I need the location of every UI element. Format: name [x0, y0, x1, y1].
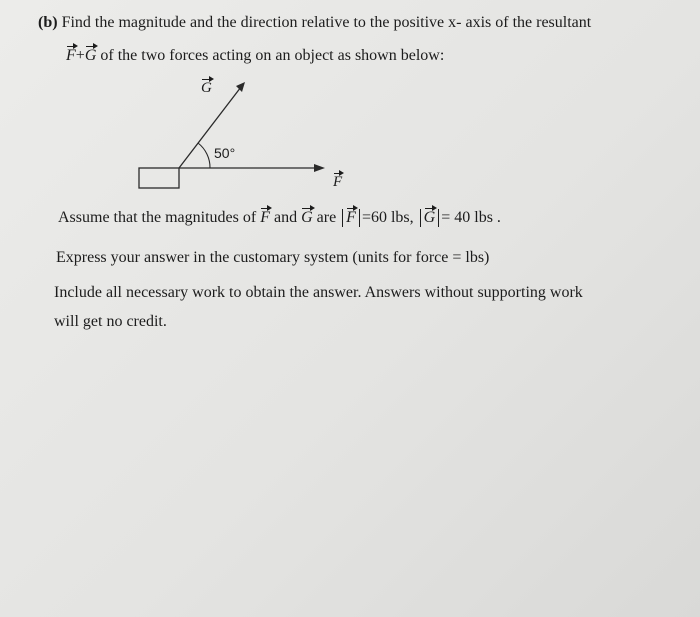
- f-magnitude-value: =60 lbs,: [361, 209, 414, 226]
- g-label-text: G: [201, 80, 212, 96]
- vector-f-symbol: F: [66, 47, 76, 64]
- assume-vec-g: G: [301, 209, 313, 226]
- plus-sign: +: [75, 47, 85, 64]
- assume-and: and: [269, 209, 302, 226]
- assume-are: are: [312, 209, 341, 226]
- f-vector-label: [333, 174, 342, 191]
- g-vector-label: [201, 80, 212, 97]
- f-magnitude-vec: F: [346, 209, 356, 226]
- angle-label: 50°: [214, 145, 236, 161]
- assume-text: Assume that the magnitudes of: [58, 209, 261, 226]
- vector-g-symbol: G: [84, 47, 97, 64]
- g-magnitude-vec: G: [423, 209, 436, 226]
- g-magnitude-value: = 40 lbs .: [441, 209, 501, 226]
- include-line-2: will get no credit.: [54, 313, 167, 330]
- g-arrowhead: [236, 82, 245, 92]
- part-label: (b): [38, 14, 58, 31]
- express-line: Express your answer in the customary system (units for force = lbs): [56, 249, 490, 266]
- g-magnitude: [420, 209, 440, 227]
- f-label-text: F: [333, 174, 343, 190]
- assume-vec-f: F: [260, 209, 270, 226]
- angle-arc: [198, 143, 210, 168]
- f-magnitude: [342, 209, 360, 227]
- question-text-1: Find the magnitude and the direction relative to the positive x- axis of the resultant: [61, 14, 592, 31]
- include-line-1: Include all necessary work to obtain the answer. Answers without supporting work: [54, 284, 583, 301]
- object-block: [139, 168, 179, 188]
- question-text-2: of the two forces acting on an object as shown below:: [96, 47, 445, 64]
- assume-line: [58, 209, 501, 227]
- f-arrowhead: [314, 164, 325, 172]
